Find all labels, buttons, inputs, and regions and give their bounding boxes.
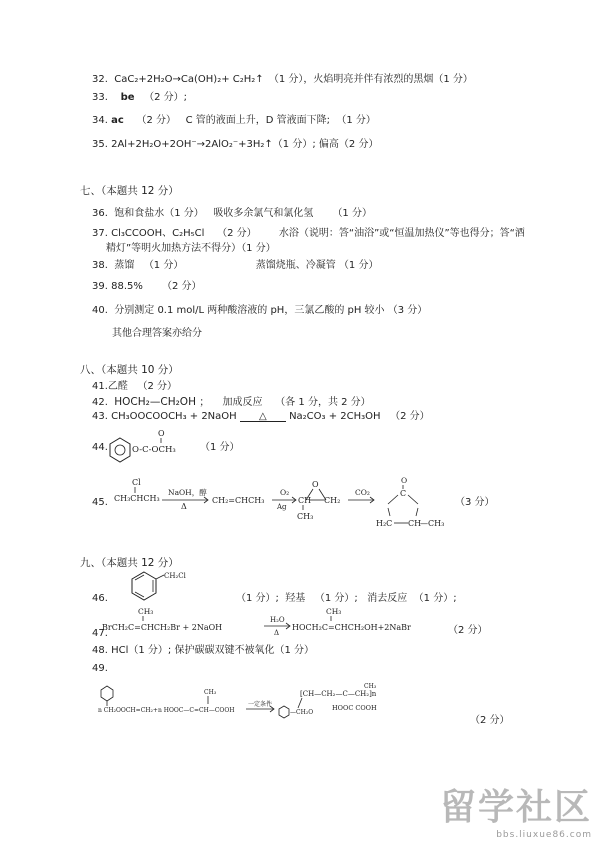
svg-text:n CH₂OOCH=CH₂+n HOOC—C=CH—COOH: n CH₂OOCH=CH₂+n HOOC—C=CH—COOH [98, 707, 235, 714]
answer-43 [92, 410, 430, 424]
svg-text:HOCH₂C=CHCH₂OH+2NaBr: HOCH₂C=CHCH₂OH+2NaBr [292, 623, 411, 632]
score: （2 分） [161, 281, 202, 292]
answer-32 [92, 73, 473, 87]
answer-41 [92, 380, 177, 394]
svg-text:CH₃: CH₃ [364, 683, 377, 690]
score: （1 分） [338, 260, 379, 271]
score: （2 分） [338, 139, 379, 150]
q-num: 42. [92, 397, 108, 408]
q-num: 37. [92, 228, 108, 239]
reaction-49 [96, 682, 436, 722]
q-num: 48. [92, 645, 108, 656]
answer-text: 88.5% [111, 281, 143, 292]
answer-45 [92, 496, 108, 510]
svg-text:CH₃: CH₃ [138, 607, 154, 616]
svg-text:H₂C: H₂C [376, 519, 393, 528]
answer-text: 保护碳碳双键不被氧化 [174, 645, 275, 656]
svg-text:O₂: O₂ [280, 488, 290, 497]
equation-right: Na₂CO₃ + 2CH₃OH [289, 411, 381, 422]
answer-48 [92, 644, 314, 658]
answer-46 [92, 592, 108, 606]
svg-text:O: O [401, 476, 408, 485]
q-num: 43. [92, 411, 108, 422]
svg-text:CH₃: CH₃ [326, 607, 342, 616]
q-num: 33. [92, 92, 108, 103]
q-num: 36. [92, 208, 108, 219]
answer-text: 饱和食盐水 [114, 208, 165, 219]
answer-37 [92, 227, 525, 241]
score: （2 分） [470, 715, 510, 726]
svg-text:Δ: Δ [181, 502, 187, 511]
score: （2 分） [136, 115, 177, 126]
svg-text:CH₂: CH₂ [324, 496, 341, 505]
answer-text: HCl [111, 645, 129, 656]
svg-text:[CH—CH₂—C—CH₂]n: [CH—CH₂—C—CH₂]n [300, 690, 377, 698]
svg-text:H₂O: H₂O [270, 616, 285, 624]
score: （1 分） [241, 243, 276, 254]
answer-49-score [470, 714, 510, 728]
reaction-47 [100, 606, 430, 640]
svg-text:—CH₃: —CH₃ [420, 519, 445, 528]
section-9-heading: 九、（本题共 12 分） [80, 557, 179, 569]
equation: 2Al+2H₂O+2OH⁻→2AlO₂⁻+3H₂↑ [111, 139, 273, 150]
score: （1 分） [143, 260, 184, 271]
carbonyl-o: O [158, 429, 165, 438]
reaction-45 [112, 476, 457, 532]
answer-35 [92, 138, 378, 152]
watermark-logo: 留学社区 [439, 787, 592, 828]
svg-text:Cl: Cl [132, 478, 141, 487]
score: （3 分） [455, 497, 495, 508]
answer-text: 水浴（说明：答“油浴”或“恒温加热仪”等也得分；答“酒 [278, 228, 525, 239]
answer-text: 吸收多余氯气和氯化氢 [213, 208, 314, 219]
answer-text: 精灯”等明火加热方法不得分） [106, 243, 242, 254]
score: （1 分） [433, 74, 473, 85]
q-num: 44. [92, 442, 108, 453]
score: （2 分）; [144, 92, 188, 103]
watermark [440, 779, 592, 840]
score: （1 分） [332, 208, 372, 219]
answer-46-rest [236, 592, 457, 606]
svg-text:O: O [312, 480, 319, 489]
answer-text: 加成反应 [222, 397, 263, 408]
answer-text: 乙醛 [107, 381, 128, 392]
svg-text:—CH₂O: —CH₂O [290, 709, 314, 716]
answer-49 [92, 662, 108, 676]
formula: HOCH₂—CH₂OH ； [114, 396, 210, 408]
answer-33 [92, 91, 187, 105]
answer-34 [92, 114, 376, 128]
section-8-heading: 八、（本题共 10 分） [80, 364, 179, 376]
section-7-heading: 七、（本题共 12 分） [80, 185, 179, 197]
score: （1 分）; [272, 139, 316, 150]
svg-text:CO₂: CO₂ [355, 488, 370, 497]
score: （2 分） [390, 411, 430, 422]
q-num: 46. [92, 593, 108, 604]
answer-45-score [455, 496, 495, 510]
q-num: 49. [92, 663, 108, 674]
score: （1 分）; [236, 593, 279, 604]
svg-text:CH₂Cl: CH₂Cl [164, 572, 186, 580]
answer-42 [92, 395, 371, 410]
score: （1 分）; [128, 645, 172, 656]
q-num: 35. [92, 139, 108, 150]
score: （1 分） [164, 208, 204, 219]
svg-text:CH₃CHCH₃: CH₃CHCH₃ [114, 494, 160, 503]
svg-text:CH: CH [408, 519, 422, 528]
score: （2 分） [217, 228, 257, 239]
answer-text: 蒸馏烧瓶、冷凝管 [255, 260, 336, 271]
condition: △ [259, 411, 267, 422]
score: （1 分） [274, 645, 315, 656]
q-num: 32. [92, 74, 108, 85]
answer-36 [92, 207, 372, 221]
structure-46 [128, 570, 208, 602]
svg-text:一定条件: 一定条件 [248, 701, 273, 708]
q-num: 38. [92, 260, 108, 271]
svg-text:CH₃: CH₃ [204, 689, 217, 696]
svg-text:Ag: Ag [277, 503, 287, 511]
answer-40-note [112, 327, 202, 341]
q-num: 39. [92, 281, 108, 292]
svg-text:C: C [400, 489, 407, 498]
answer-text: be [120, 92, 135, 103]
score: （2 分） [448, 625, 488, 636]
answer-44-score [200, 441, 240, 455]
answer-text: ac [111, 115, 124, 126]
q-num: 34. [92, 115, 108, 126]
answer-text: 偏高 [318, 139, 339, 150]
answer-text: 蒸馏 [114, 260, 135, 271]
svg-text:Δ: Δ [274, 629, 280, 637]
svg-text:NaOH，醇: NaOH，醇 [168, 488, 207, 497]
ester-chain: O-C-OCH₃ [132, 445, 176, 455]
answer-47 [92, 627, 108, 641]
arrow [240, 410, 286, 424]
q-num: 40. [92, 305, 108, 316]
answer-38 [92, 259, 378, 273]
note: 其他合理答案亦给分 [112, 328, 202, 339]
answer-44 [92, 441, 108, 455]
q-num: 41. [92, 381, 108, 392]
answer-47-score [448, 624, 488, 638]
svg-text:HOOC COOH: HOOC COOH [332, 704, 377, 712]
score: （1 分） [336, 115, 376, 126]
score: （3 分） [387, 305, 428, 316]
svg-text:BrCH₂C=CHCH₂Br + 2NaOH: BrCH₂C=CHCH₂Br + 2NaOH [102, 623, 223, 632]
score: （1 分）; [413, 593, 457, 604]
score: （各 1 分，共 2 分） [275, 397, 371, 408]
score: （1 分） [268, 74, 304, 85]
score: （1 分）; [314, 593, 358, 604]
answer-40 [92, 304, 427, 318]
answer-37-cont [106, 242, 276, 256]
svg-text:CH: CH [298, 496, 312, 505]
svg-text:CH₂=CHCH₃: CH₂=CHCH₃ [212, 496, 265, 505]
answer-text: 消去反应 [367, 593, 408, 604]
q-num: 45. [92, 497, 108, 508]
answer-text: C 管的液面上升，D 管液面下降; [185, 115, 331, 126]
answer-39 [92, 280, 202, 294]
answer-text: 羟基 [285, 593, 306, 604]
score: （2 分） [137, 381, 177, 392]
watermark-url: bbs.liuxue86.com [496, 830, 592, 840]
score: （1 分） [200, 442, 240, 453]
equation-left: CH₃OOCOOCH₃ + 2NaOH [111, 411, 237, 422]
q-num: 47. [92, 628, 108, 639]
equation: CaC₂+2H₂O→Ca(OH)₂+ C₂H₂↑ [114, 74, 264, 85]
answer-text: 分别测定 0.1 mol/L 两种酸溶液的 pH，三氯乙酸的 pH 较小 [114, 305, 385, 316]
answer-text: Cl₃CCOOH、C₂H₅Cl [111, 228, 205, 239]
answer-text: ，火焰明亮并伴有浓烈的黑烟 [303, 74, 434, 85]
svg-text:CH₃: CH₃ [297, 512, 314, 521]
